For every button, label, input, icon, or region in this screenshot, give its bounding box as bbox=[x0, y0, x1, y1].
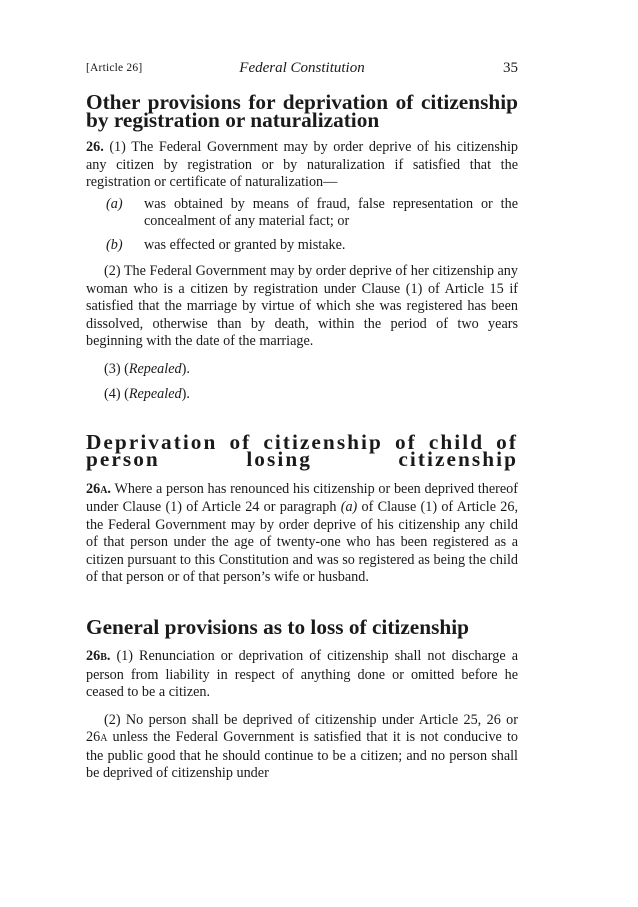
document-title: Federal Constitution bbox=[239, 60, 365, 76]
item-mark: (a) bbox=[106, 195, 123, 212]
section-26-clause-3: (3) (Repealed). bbox=[104, 360, 190, 377]
section-26b-clause-1 bbox=[86, 648, 518, 702]
list-item bbox=[106, 196, 518, 231]
section-text-part: Where a person has renounced his citizenship or been deprived thereof under Clause (1) of Article 24 or paragraph bbox=[86, 480, 518, 515]
section-26-clause-1 bbox=[86, 139, 518, 192]
item-text: was effected or granted by mistake. bbox=[144, 236, 346, 253]
section-number-suffix: A bbox=[100, 484, 108, 496]
paragraph-reference: (a) bbox=[340, 499, 358, 515]
repealed-text: Repealed bbox=[128, 386, 182, 402]
repealed-text: Repealed bbox=[128, 360, 182, 377]
clause-text-part: unless the Federal Government is satisfied that it is not conducive to the public good that he should continue to be a citizen; and no person shall be deprived of citizenship under bbox=[86, 729, 518, 781]
section-number-main: 26 bbox=[86, 480, 101, 497]
list-item bbox=[106, 237, 518, 255]
section-number-main: 26 bbox=[86, 648, 101, 664]
section-text-part: of Clause (1) of Article 26, the Federal Government may by order deprive of his citizenship any child of that person under the age of twenty-one who has been registered as a citizen pursuant to this Constitution and was so registered as being the child of that person or of that person’s wife or husband. bbox=[86, 499, 519, 585]
section-26b-clause-2 bbox=[86, 712, 518, 783]
document-page bbox=[86, 60, 518, 783]
item-text: was obtained by means of fraud, false representation or the concealment of any material fact; or bbox=[144, 195, 518, 229]
clause-number: (3) bbox=[104, 360, 121, 377]
running-header bbox=[86, 60, 518, 80]
section-number: 26B. bbox=[86, 648, 111, 664]
section-number: 26A. bbox=[86, 480, 111, 497]
section-number: 26. bbox=[86, 139, 104, 155]
section-26-clause-4: (4) (Repealed). bbox=[104, 386, 190, 402]
section-26a-text bbox=[86, 481, 518, 587]
section-26-clause-2: (2) The Federal Government may by order deprive of her citizenship any woman who is a citizen by registration under Clause (1) of Article 15 if satisfied that the marriage by virtue of which she was registered has been dissolved, otherwise than by death, within the period of two years beginning with the date of the marriage. bbox=[86, 263, 518, 349]
section-26-heading: Other provisions for deprivation of citizenship by registration or naturalization bbox=[86, 90, 518, 132]
clause-number: (4) bbox=[104, 386, 121, 402]
article-suffix: A bbox=[100, 733, 108, 744]
page-number: 35 bbox=[503, 60, 518, 76]
clause-text: (1) Renunciation or deprivation of citizenship shall not discharge a person from liability in respect of anything done or omitted before he ceased to be a citizen. bbox=[86, 648, 519, 700]
section-number-suffix: B bbox=[100, 652, 107, 663]
item-mark: (b) bbox=[106, 236, 123, 253]
section-26b-heading: General provisions as to loss of citizenship bbox=[86, 614, 469, 639]
article-reference: [Article 26] bbox=[86, 62, 143, 74]
section-26a-heading: Deprivation of citizenship of child of person losing citizenship bbox=[86, 429, 518, 471]
clause-text-part: (2) No person shall be deprived of citizenship under Article 25, 26 or 26 bbox=[86, 711, 518, 745]
clause-text: (1) The Federal Government may by order deprive of his citizenship any citizen by registration or by naturalization if satisfied that the registration or certificate of naturalization— bbox=[86, 139, 518, 190]
